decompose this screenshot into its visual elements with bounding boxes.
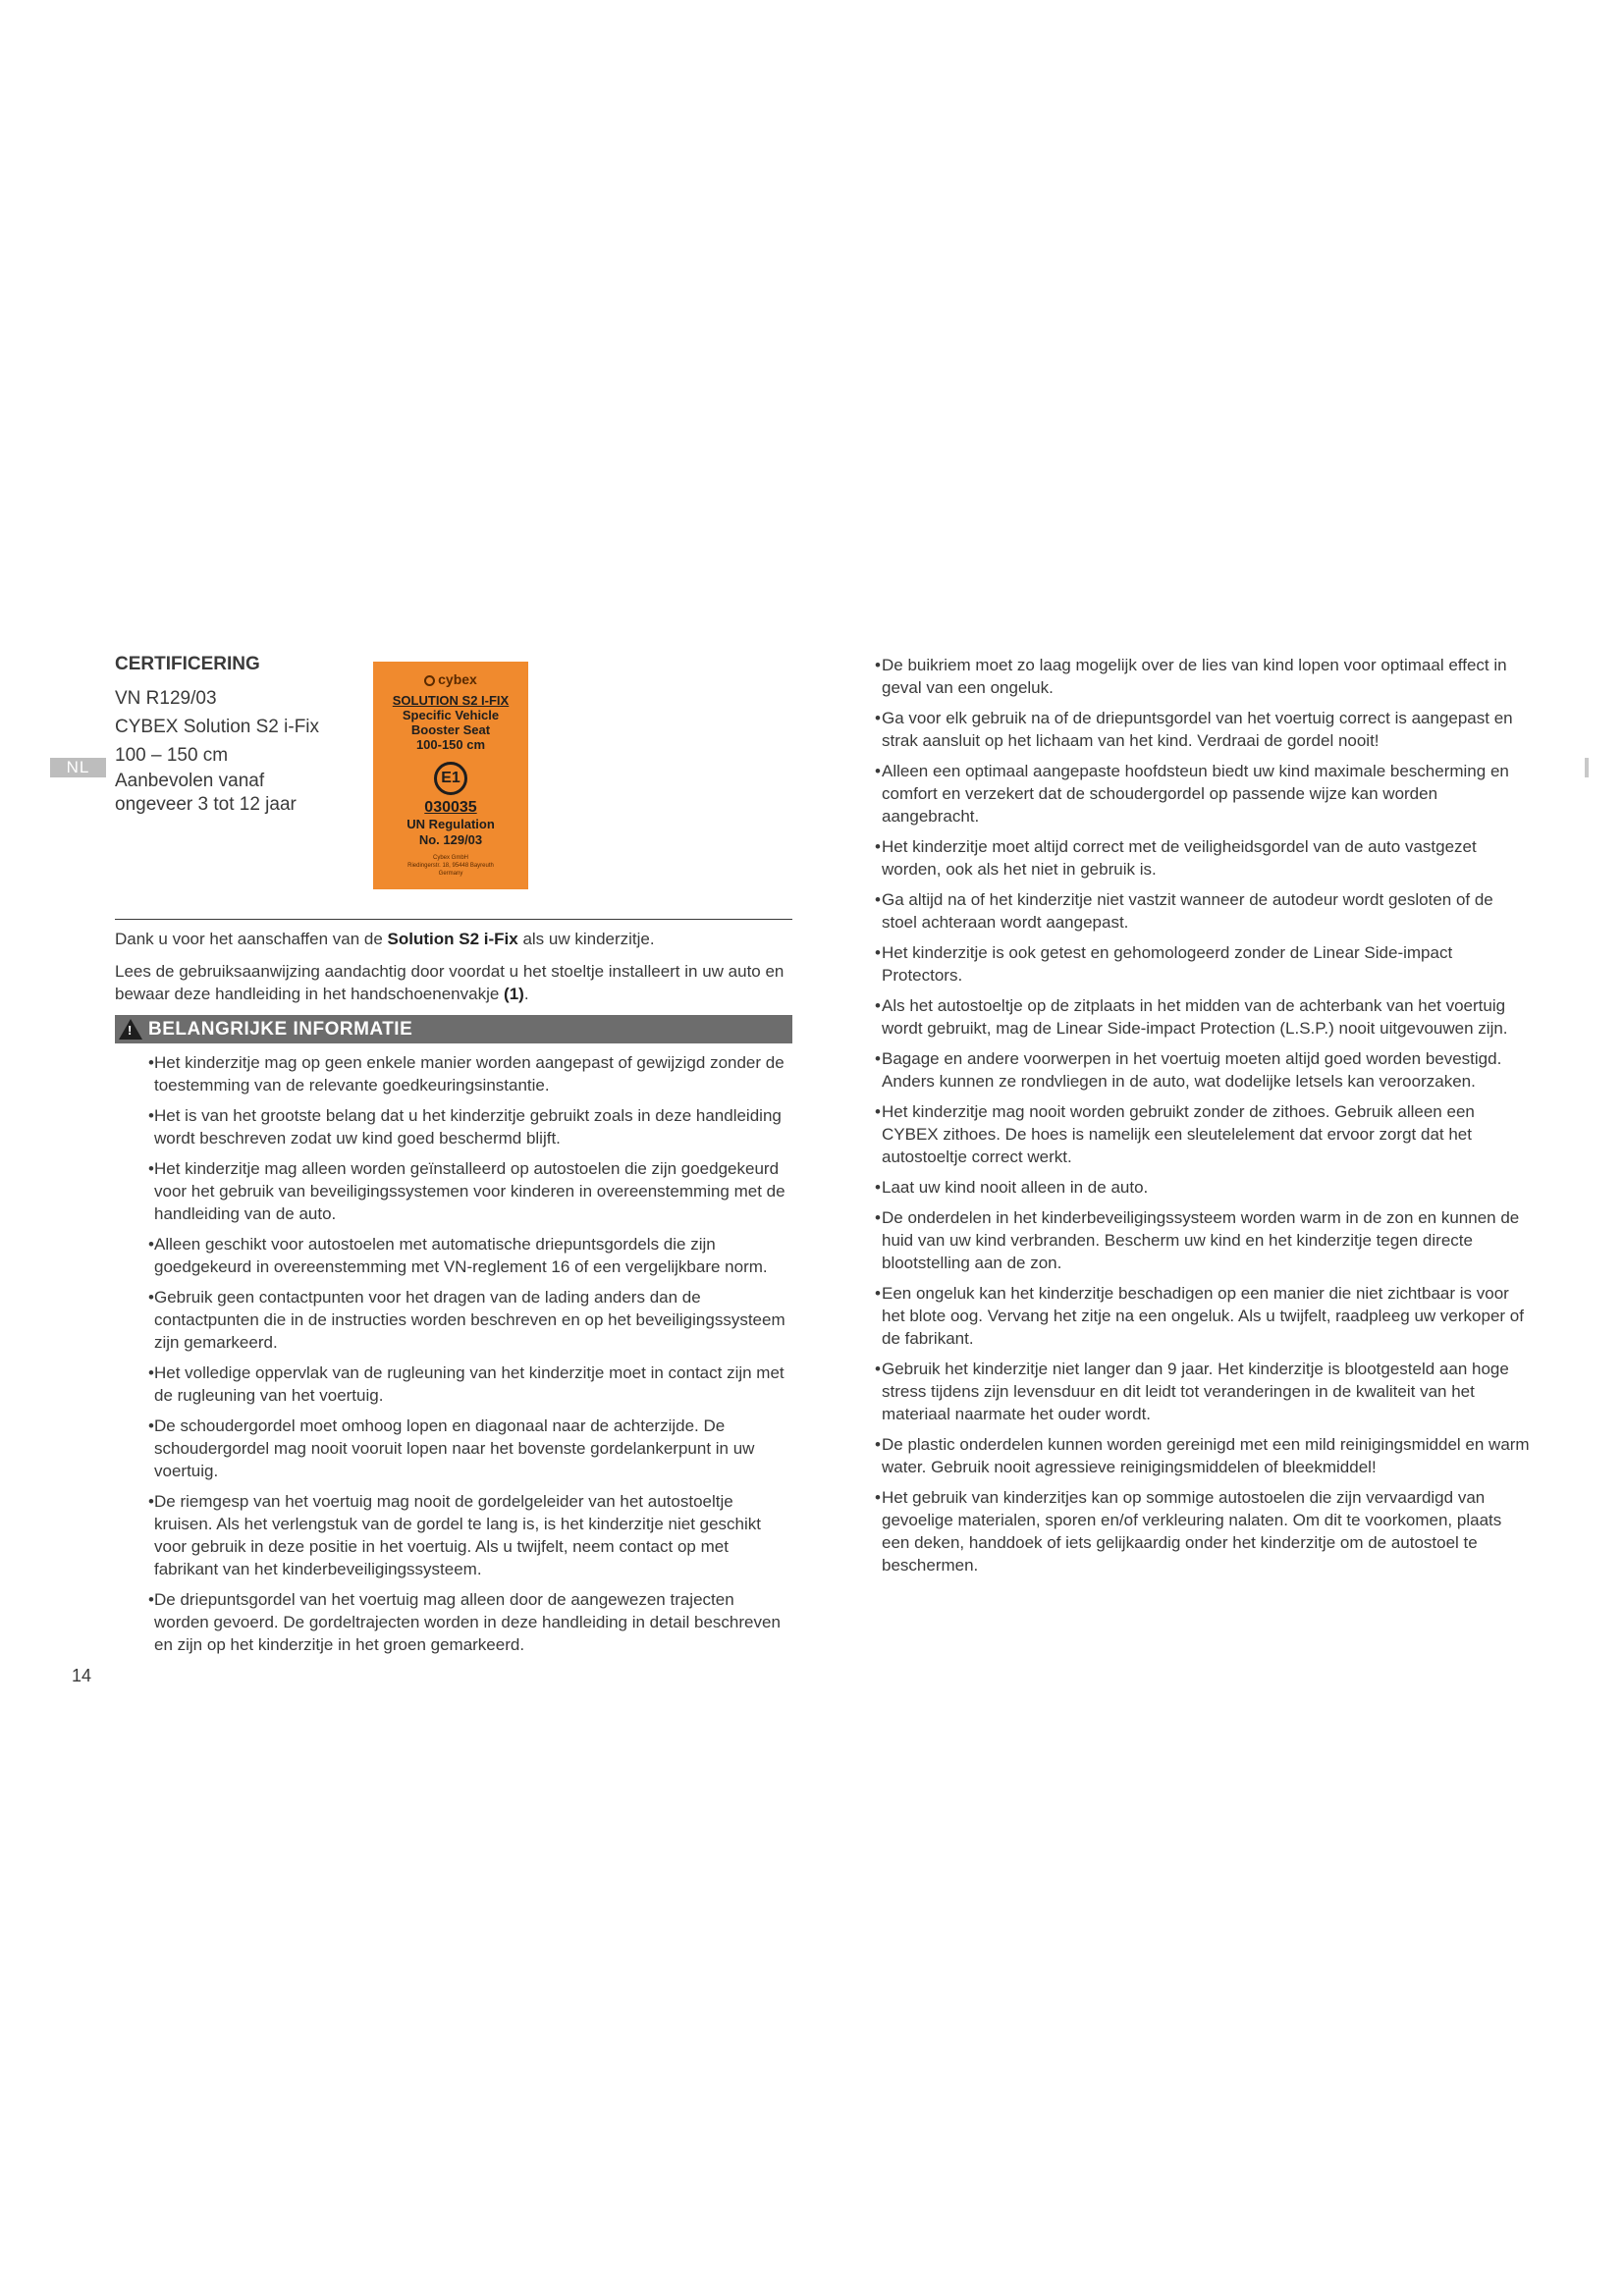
list-item: • Het volledige oppervlak van de rugleuning van het kinderzitje moet in contact zijn met de rugleuning van het voertuig. [115,1362,792,1407]
approval-label [373,662,528,889]
left-column [115,654,792,1664]
certification-block [115,654,792,899]
list-item: • Ga voor elk gebruik na of de driepuntsgordel van het voertuig correct is aangepast en strak aansluit op het lichaam van het kind. Verdraai de gordel nooit! [875,707,1533,752]
list-item: • Gebruik geen contactpunten voor het dragen van de lading anders dan de contactpunten die in de instructies worden beschreven en op het beveiligingssysteem zijn gemarkeerd. [115,1286,792,1354]
list-item: • Ga altijd na of het kinderzitje niet vastzit wanneer de autodeur wordt gesloten of de stoel achteraan wordt aangepast. [875,888,1533,934]
certification-line: VN R129/03 [115,688,217,709]
brand-logo-icon [424,675,435,686]
e-mark-icon: E1 [434,762,467,795]
certification-line: ongeveer 3 tot 12 jaar [115,794,297,815]
approval-number: 030035 [424,799,477,816]
label-line: 100-150 cm [415,737,486,752]
list-item: • De buikriem moet zo laag mogelijk over de lies van kind lopen voor optimaal effect in geval van een ongeluk. [875,654,1533,699]
list-item: • Als het autostoeltje op de zitplaats in het midden van de achterbank van het voertuig wordt gebruikt, mag de Linear Side-impact Protection (L.S.P.) nooit uitgevouwen zijn. [875,994,1533,1040]
certification-line: Aanbevolen vanaf [115,771,265,791]
edge-marker [1585,758,1589,777]
list-item: • Gebruik het kinderzitje niet langer dan 9 jaar. Het kinderzitje is blootgesteld aan hoge stress tijdens zijn levensduur en dit leidt tot veranderingen in de kwaliteit van het materiaal naarmate het ouder wordt. [875,1358,1533,1425]
list-item: • De riemgesp van het voertuig mag nooit de gordelgeleider van het autostoeltje kruisen. Als het verlengstuk van de gordel te lang is, is het kinderzitje niet geschikt voor gebruik in deze positie in het voertuig. Als u twijfelt, neem contact op met fabrikant van het kinderbeveiligingssysteem. [115,1490,792,1580]
label-product-title: SOLUTION S2 I-FIX [392,693,510,708]
list-item: • Het kinderzitje mag alleen worden geïnstalleerd op autostoelen die zijn goedgekeurd voor het gebruik van beveiligingssystemen voor kinderen in overeenstemming met de handleiding van de auto. [115,1157,792,1225]
right-bullet-list [875,654,1533,1576]
important-information-title: BELANGRIJKE INFORMATIE [148,1019,413,1040]
certification-line: 100 – 150 cm [115,745,229,766]
list-item: • De plastic onderdelen kunnen worden gereinigd met een mild reinigingsmiddel en warm water. Gebruik nooit agressieve reinigingsmiddelen of bleekmiddel! [875,1433,1533,1478]
list-item: • Het kinderzitje is ook getest en gehomologeerd zonder de Linear Side-impact Protectors. [875,941,1533,987]
language-tab: NL [50,758,106,777]
certification-heading: CERTIFICERING [115,654,260,674]
warning-icon: ! [119,1019,142,1040]
list-item: • Het is van het grootste belang dat u het kinderzitje gebruikt zoals in deze handleiding wordt beschreven zodat uw kind goed beschermd blijft. [115,1104,792,1149]
intro-paragraph: Lees de gebruiksaanwijzing aandachtig door voordat u het stoeltje installeert in uw auto en bewaar deze handleiding in het handschoenenvakje (1). [115,962,785,1003]
list-item: • Een ongeluk kan het kinderzitje beschadigen op een manier die niet zichtbaar is voor het blote oog. Vervang het zitje na een ongeluk. Als u twijfelt, raadpleeg uw verkoper of de fabrikant. [875,1282,1533,1350]
intro-paragraph: Dank u voor het aanschaffen van de Solution S2 i-Fix als uw kinderzitje. [115,930,655,948]
list-item: • Het kinderzitje mag op geen enkele manier worden aangepast of gewijzigd zonder de toestemming van de relevante goedkeuringsinstantie. [115,1051,792,1096]
regulation-line: No. 129/03 [418,832,483,847]
manufacturer-address: Cybex GmbH Riedingerstr. 18, 95448 Bayreuth Germany [407,855,494,877]
list-item: • De schoudergordel moet omhoog lopen en diagonaal naar de achterzijde. De schoudergordel mag nooit vooruit lopen naar het bovenste gordelankerpunt in uw voertuig. [115,1415,792,1482]
list-item: • Alleen geschikt voor autostoelen met automatische driepuntsgordels die zijn goedgekeurd in overeenstemming met VN-reglement 16 of een vergelijkbare norm. [115,1233,792,1278]
certification-line: CYBEX Solution S2 i-Fix [115,717,320,737]
regulation-line: UN Regulation [406,817,495,831]
list-item: • Laat uw kind nooit alleen in de auto. [875,1176,1533,1199]
list-item: • Bagage en andere voorwerpen in het voertuig moeten altijd goed worden bevestigd. Anders kunnen ze rondvliegen in de auto, wat dodelijke letsels kan veroorzaken. [875,1047,1533,1093]
important-information-header [115,1015,792,1043]
right-column [875,654,1533,1584]
label-brand: cybex [373,671,528,687]
label-line: Booster Seat [410,722,491,737]
list-item: • Alleen een optimaal aangepaste hoofdsteun biedt uw kind maximale bescherming en comfort en verzekert dat de schoudergordel op passende wijze kan worden aangebracht. [875,760,1533,828]
list-item: • Het kinderzitje mag nooit worden gebruikt zonder de zithoes. Gebruik alleen een CYBEX zithoes. De hoes is namelijk een sleutelelement dat ervoor zorgt dat het autostoeltje correct werkt. [875,1100,1533,1168]
left-bullet-list [115,1051,792,1656]
list-item: • De driepuntsgordel van het voertuig mag alleen door de aangewezen trajecten worden gevoerd. De gordeltrajecten worden in deze handleiding in detail beschreven en zijn op het kinderzitje in het groen gemarkeerd. [115,1588,792,1656]
list-item: • De onderdelen in het kinderbeveiligingssysteem worden warm in de zon en kunnen de huid van uw kind verbranden. Bescherm uw kind en het kinderzitje tegen directe blootstelling aan de zon. [875,1206,1533,1274]
divider [115,919,792,920]
page-number: 14 [72,1666,92,1685]
list-item: • Het kinderzitje moet altijd correct met de veiligheidsgordel van de auto vastgezet worden, ook als het niet in gebruik is. [875,835,1533,881]
label-line: Specific Vehicle [402,708,500,722]
list-item: • Het gebruik van kinderzitjes kan op sommige autostoelen die zijn vervaardigd van gevoelige materialen, sporen en/of verkleuring nalaten. Om dit te voorkomen, plaats een deken, handdoek of iets gelijkaardig onder het kinderzitje om de autostoel te beschermen. [875,1486,1533,1576]
